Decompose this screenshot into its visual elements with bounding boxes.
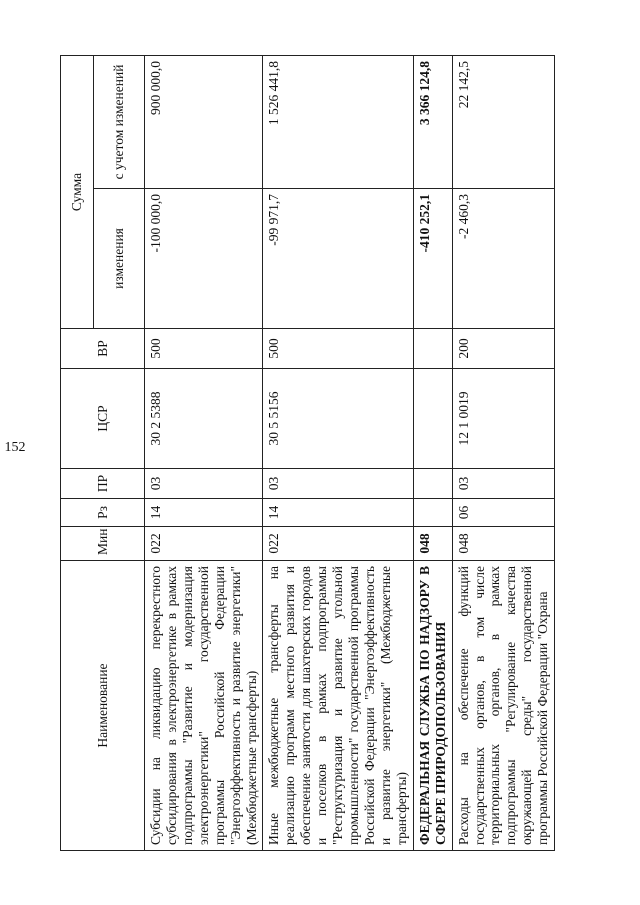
- header-name: Наименование: [61, 561, 145, 851]
- row-min: 022: [145, 527, 263, 561]
- header-rz: Рз: [61, 499, 145, 527]
- row-csr: 12 1 0019: [452, 369, 555, 469]
- table-row: [263, 55, 413, 850]
- row-csr: 30 5 5156: [263, 369, 413, 469]
- header-pr: ПР: [61, 469, 145, 499]
- row-changes: -2 460,3: [452, 189, 555, 329]
- row-name: Субсидии на ликвидацию перекрестного субсидирования в электроэнергетике в рамках подпрограммы "Развитие и модернизация электроэнергетики" государственной программы Российской Федерации "Энергоэффективность и развитие энергетики" (Межбюджетные трансферты): [145, 561, 263, 851]
- header-csr: ЦСР: [61, 369, 145, 469]
- row-min: 048: [452, 527, 555, 561]
- row-changes: -99 971,7: [263, 189, 413, 329]
- row-name: Расходы на обеспечение функций государственных органов, в том числе территориальных органов, в рамках подпрограммы "Регулирование качества окружающей среды" государственной программы Российской Федерации "Охрана: [452, 561, 555, 851]
- header-min: Мин: [61, 527, 145, 561]
- row-csr: [413, 369, 452, 469]
- row-pr: 03: [263, 469, 413, 499]
- row-rz: 06: [452, 499, 555, 527]
- budget-table: [60, 55, 555, 851]
- header-with-changes: с учетом изменений: [94, 55, 145, 188]
- header-vr: ВР: [61, 329, 145, 369]
- row-changes: -410 252,1: [413, 189, 452, 329]
- row-vr: [413, 329, 452, 369]
- row-vr: 500: [263, 329, 413, 369]
- row-with-changes: 1 526 441,8: [263, 55, 413, 188]
- row-min: 022: [263, 527, 413, 561]
- header-changes: изменения: [94, 189, 145, 329]
- table-row: [413, 55, 452, 850]
- row-pr: 03: [452, 469, 555, 499]
- row-name: ФЕДЕРАЛЬНАЯ СЛУЖБА ПО НАДЗОРУ В СФЕРЕ ПРИРОДОПОЛЬЗОВАНИЯ: [413, 561, 452, 851]
- row-with-changes: 22 142,5: [452, 55, 555, 188]
- row-vr: 200: [452, 329, 555, 369]
- table-body: [145, 55, 555, 850]
- row-with-changes: 3 366 124,8: [413, 55, 452, 188]
- row-pr: 03: [145, 469, 263, 499]
- row-csr: 30 2 5388: [145, 369, 263, 469]
- row-min: 048: [413, 527, 452, 561]
- row-changes: -100 000,0: [145, 189, 263, 329]
- row-rz: [413, 499, 452, 527]
- row-name: Иные межбюджетные трансферты на реализацию программ местного развития и обеспечение занятости для шахтерских городов и поселков в рамках подпрограммы "Реструктуризация и развитие угольной промышленности" государственной программы Российской Федерации "Энергоэффективность и развитие энергетики" (Межбюджетные трансферты): [263, 561, 413, 851]
- header-sum: Сумма: [61, 55, 94, 328]
- row-with-changes: 900 000,0: [145, 55, 263, 188]
- table-row: [145, 55, 263, 850]
- row-vr: 500: [145, 329, 263, 369]
- page-number: 152: [4, 440, 26, 455]
- row-rz: 14: [263, 499, 413, 527]
- row-pr: [413, 469, 452, 499]
- row-rz: 14: [145, 499, 263, 527]
- table-row: [452, 55, 555, 850]
